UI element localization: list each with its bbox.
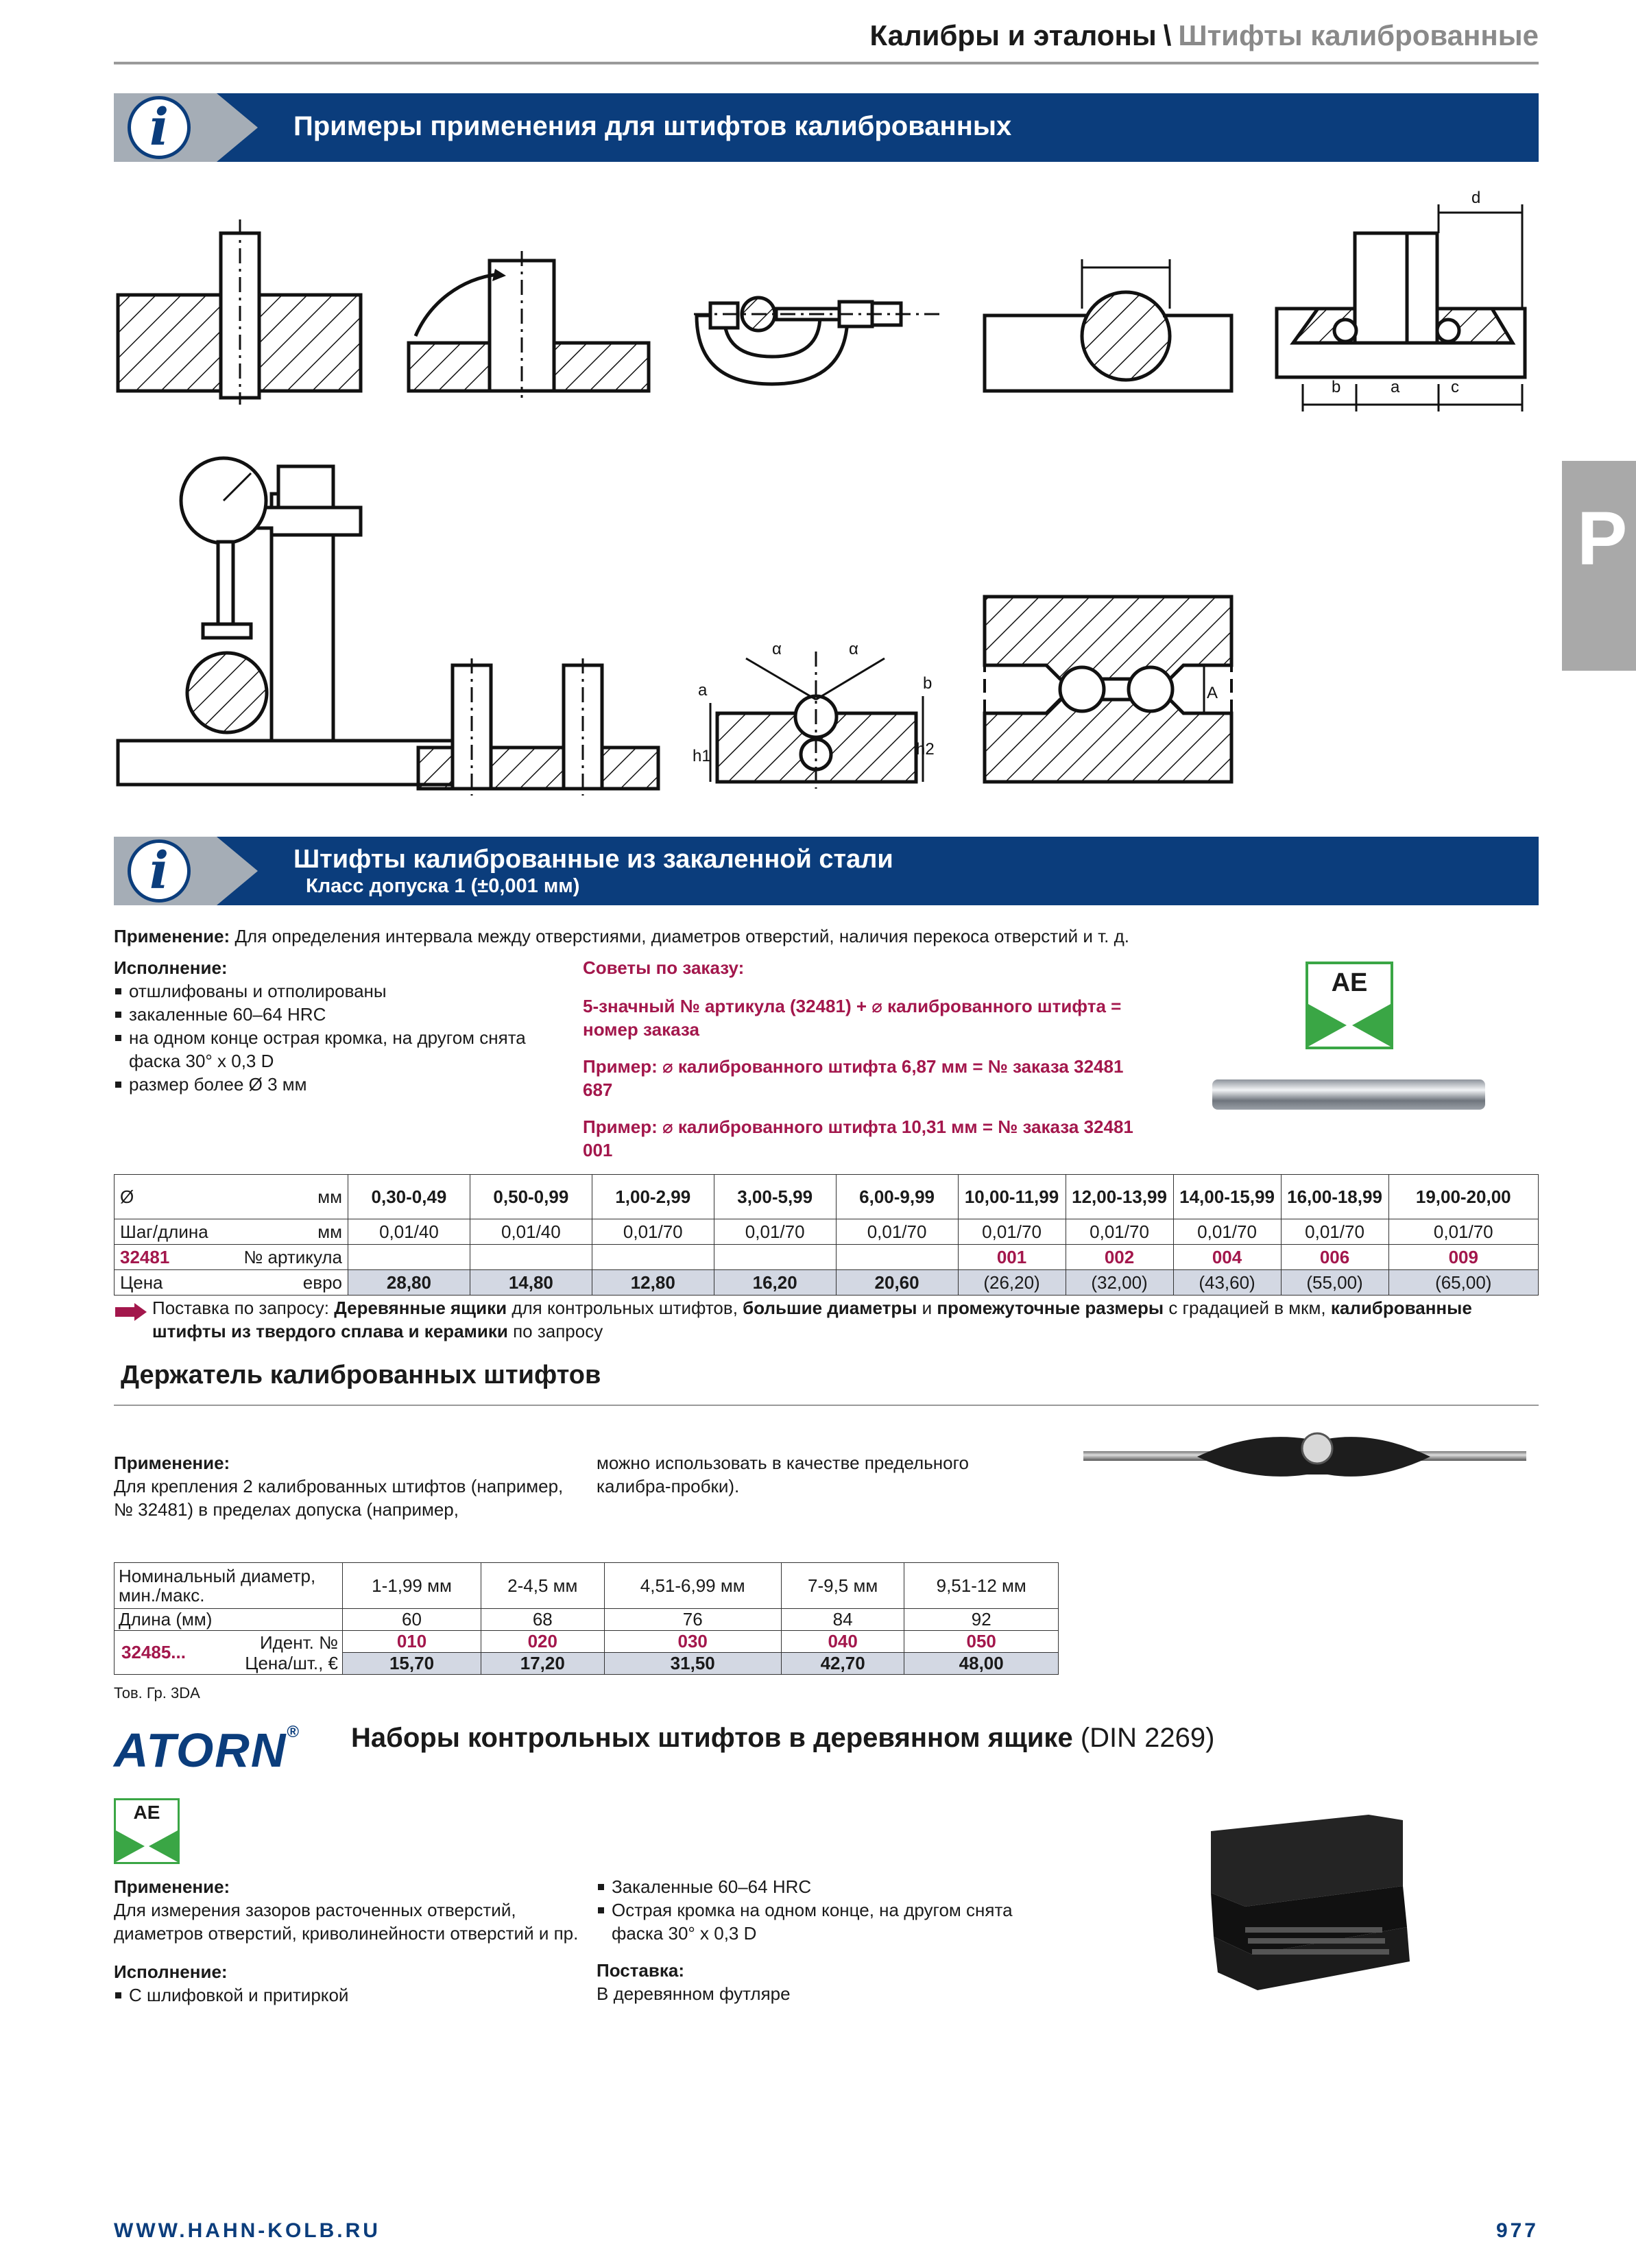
label-application: Применение: xyxy=(114,926,230,946)
diagram-dovetail xyxy=(1277,204,1525,411)
row-label-step: Шаг/длина мм xyxy=(115,1219,348,1245)
diagram-pin-slot xyxy=(985,259,1231,391)
note-bold: калиброванные штифты из твердого сплава и керамики xyxy=(152,1298,1472,1341)
cell-diameter: 0,30-0,49 xyxy=(348,1175,470,1219)
diagram-double-dovetail xyxy=(985,597,1231,782)
note-text: по запросу xyxy=(507,1321,603,1341)
cell-article: 001 xyxy=(958,1245,1066,1270)
cell-step: 0,01/70 xyxy=(1388,1219,1538,1245)
cell-length: 84 xyxy=(781,1609,904,1631)
banner-title: Штифты калиброванные из закаленной стали xyxy=(293,845,893,874)
label-application: Применение: xyxy=(114,1453,230,1473)
label-d: d xyxy=(1471,189,1481,207)
cell-length: 60 xyxy=(343,1609,481,1631)
cell-step: 0,01/40 xyxy=(348,1219,470,1245)
banner-hardened-pins xyxy=(114,837,1539,905)
atorn-title-line xyxy=(351,1723,1214,1754)
atorn-standard: (DIN 2269) xyxy=(1080,1723,1215,1753)
cell-price: 17,20 xyxy=(481,1653,605,1675)
section-side-tab xyxy=(1562,461,1636,671)
order-tip-1: 5-значный № артикула (32481) + ⌀ калиброванного штифта = номер заказа xyxy=(583,996,1122,1040)
cell-price: (65,00) xyxy=(1388,1270,1538,1296)
cell-ident: 020 xyxy=(481,1631,605,1653)
article-number: 32485... xyxy=(121,1642,186,1662)
cell-diameter: 1,00-2,99 xyxy=(592,1175,714,1219)
cell-diameter: 0,50-0,99 xyxy=(470,1175,592,1219)
cell-price: 48,00 xyxy=(904,1653,1059,1675)
ae-badge-text: AE xyxy=(1331,968,1368,997)
pins-execution xyxy=(114,956,539,1096)
cell-price: 16,20 xyxy=(714,1270,836,1296)
table-row xyxy=(115,1245,1539,1270)
cell-step: 0,01/70 xyxy=(592,1219,714,1245)
ae-badge-text: AE xyxy=(133,1802,160,1823)
label-alpha-left: α xyxy=(772,640,782,658)
cell-price: 31,50 xyxy=(604,1653,781,1675)
head-nominal-diameter: Номинальный диаметр, мин./макс. xyxy=(115,1563,343,1609)
cell-step: 0,01/70 xyxy=(836,1219,958,1245)
atorn-brand: ATORN xyxy=(114,1723,287,1777)
cell-ident: 010 xyxy=(343,1631,481,1653)
note-text: для контрольных штифтов, xyxy=(507,1298,743,1318)
cell-ident: 030 xyxy=(604,1631,781,1653)
note-text: с градацией в мкм, xyxy=(1164,1298,1331,1318)
diagram-pin-through-plate xyxy=(118,219,361,405)
cell-price: (26,20) xyxy=(958,1270,1066,1296)
label-c: c xyxy=(1451,378,1459,396)
execution-item: на одном конце острая кромка, на другом снята фаска 30° x 0,3 D xyxy=(114,1026,539,1073)
table-row xyxy=(115,1631,1059,1653)
diagram-v-groove xyxy=(710,652,923,789)
cell-article: 006 xyxy=(1281,1245,1388,1270)
table-row xyxy=(115,1219,1539,1245)
holder-table xyxy=(114,1562,1059,1675)
label-execution: Исполнение: xyxy=(114,1961,228,1982)
ae-arrows-icon xyxy=(1308,1004,1391,1047)
label-a-gap: a xyxy=(698,681,708,700)
execution-item: Закаленные 60–64 HRC xyxy=(597,1875,1063,1898)
atorn-right-column xyxy=(597,1875,1063,2005)
row-label-diameter: Ø мм xyxy=(115,1175,348,1219)
order-tip-3: Пример: ⌀ калиброванного штифта 10,31 мм = № заказа 32481 001 xyxy=(583,1117,1133,1160)
cell-length: 76 xyxy=(604,1609,781,1631)
cell-step: 0,01/70 xyxy=(1173,1219,1281,1245)
holder-rule xyxy=(114,1405,1539,1406)
row-label-article: 32481 № артикула xyxy=(115,1245,348,1270)
execution-item: С шлифовкой и притиркой xyxy=(114,1983,580,2007)
cell-diameter: 1-1,99 мм xyxy=(343,1563,481,1609)
order-tips-label: Советы по заказу: xyxy=(583,957,745,978)
cell-price: 12,80 xyxy=(592,1270,714,1296)
cell-step: 0,01/70 xyxy=(958,1219,1066,1245)
cell-price: 15,70 xyxy=(343,1653,481,1675)
cell-diameter: 10,00-11,99 xyxy=(958,1175,1066,1219)
note-bold: промежуточные размеры xyxy=(937,1298,1164,1318)
ident-label: Идент. № xyxy=(259,1632,338,1653)
cell-diameter: 9,51-12 мм xyxy=(904,1563,1059,1609)
cell-length: 68 xyxy=(481,1609,605,1631)
note-arrow-icon xyxy=(114,1303,148,1321)
execution-item: Острая кромка на одном конце, на другом снята фаска 30° x 0,3 D xyxy=(597,1898,1063,1945)
cell-diameter: 3,00-5,99 xyxy=(714,1175,836,1219)
cell-diameter: 14,00-15,99 xyxy=(1173,1175,1281,1219)
product-group: Тов. Гр. 3DA xyxy=(114,1684,200,1702)
price-label: Цена/шт., € xyxy=(245,1652,338,1673)
holder-title: Держатель калиброванных штифтов xyxy=(121,1361,601,1389)
cell-article xyxy=(470,1245,592,1270)
page-number: 977 xyxy=(1495,2219,1539,2242)
diagram-micrometer xyxy=(694,298,943,384)
ae-arrows-icon xyxy=(116,1830,178,1862)
cell-article xyxy=(592,1245,714,1270)
atorn-title: Наборы контрольных штифтов в деревянном ящике xyxy=(351,1723,1073,1753)
cell-article xyxy=(714,1245,836,1270)
cell-price: (43,60) xyxy=(1173,1270,1281,1296)
order-tips xyxy=(583,956,1145,1162)
info-icon: i xyxy=(128,839,191,903)
execution-item: размер более Ø 3 мм xyxy=(114,1073,539,1096)
table-row xyxy=(115,1609,1059,1631)
cell-price: (32,00) xyxy=(1066,1270,1173,1296)
label-a: a xyxy=(1391,378,1400,396)
execution-item: закаленные 60–64 HRC xyxy=(114,1003,539,1026)
cell-step: 0,01/70 xyxy=(1281,1219,1388,1245)
cell-price: 28,80 xyxy=(348,1270,470,1296)
banner-title: Примеры применения для штифтов калиброванных xyxy=(293,111,1012,141)
delivery-note xyxy=(152,1296,1530,1343)
holder-text-right: можно использовать в качестве предельного калибра-пробки). xyxy=(597,1453,969,1496)
pins-application-text: Для определения интервала между отверстиями, диаметров отверстий, наличия перекоса отверстий и т. д. xyxy=(234,926,1129,946)
table-row xyxy=(115,1270,1539,1296)
cell-article xyxy=(348,1245,470,1270)
note-bold: Деревянные ящики xyxy=(334,1298,507,1318)
cell-diameter: 19,00-20,00 xyxy=(1388,1175,1538,1219)
cell-diameter: 4,51-6,99 мм xyxy=(604,1563,781,1609)
label-h2: h2 xyxy=(916,740,935,759)
diagram-pin-pair xyxy=(418,658,658,796)
footer-url[interactable]: WWW.HAHN-KOLB.RU xyxy=(114,2219,381,2242)
ae-badge xyxy=(114,1798,180,1864)
label-b: b xyxy=(1332,378,1341,396)
head-article xyxy=(115,1631,343,1675)
label-alpha-right: α xyxy=(849,640,858,658)
cell-length: 92 xyxy=(904,1609,1059,1631)
cell-step: 0,01/70 xyxy=(714,1219,836,1245)
diagram-dial-gauge-stand xyxy=(118,458,461,785)
cell-diameter: 6,00-9,99 xyxy=(836,1175,958,1219)
order-tip-2: Пример: ⌀ калиброванного штифта 6,87 мм = № заказа 32481 687 xyxy=(583,1056,1124,1100)
header-section: Калибры и эталоны xyxy=(869,19,1157,51)
atorn-logo xyxy=(114,1723,300,1778)
cell-diameter: 2-4,5 мм xyxy=(481,1563,605,1609)
cell-price: 20,60 xyxy=(836,1270,958,1296)
side-tab-letter: P xyxy=(1577,497,1628,581)
cell-diameter: 7-9,5 мм xyxy=(781,1563,904,1609)
page-header xyxy=(869,19,1539,52)
atorn-application-text: Для измерения зазоров расточенных отверстий, диаметров отверстий, криволинейности отверстий и пр. xyxy=(114,1900,579,1944)
note-text: Поставка по запросу: xyxy=(152,1298,335,1318)
cell-ident: 040 xyxy=(781,1631,904,1653)
label-delivery: Поставка: xyxy=(597,1960,684,1981)
header-rule xyxy=(114,62,1539,64)
label-application: Применение: xyxy=(114,1876,230,1897)
execution-item: отшлифованы и отполированы xyxy=(114,979,539,1003)
cell-step: 0,01/70 xyxy=(1066,1219,1173,1245)
pins-table xyxy=(114,1174,1539,1296)
cell-price: 42,70 xyxy=(781,1653,904,1675)
diagram-pin-squareness xyxy=(409,251,649,398)
label-b-gap: b xyxy=(923,674,933,693)
ae-badge xyxy=(1306,962,1393,1049)
table-row xyxy=(115,1563,1059,1609)
row-label-price: Цена евро xyxy=(115,1270,348,1296)
cell-diameter: 12,00-13,99 xyxy=(1066,1175,1173,1219)
cell-article: 002 xyxy=(1066,1245,1173,1270)
cell-price: 14,80 xyxy=(470,1270,592,1296)
cell-price: (55,00) xyxy=(1281,1270,1388,1296)
holder-text-left: Для крепления 2 калиброванных штифтов (например, № 32481) в пределах допуска (например, xyxy=(114,1476,564,1520)
cell-step: 0,01/40 xyxy=(470,1219,592,1245)
note-bold: большие диаметры xyxy=(743,1298,917,1318)
header-separator: \ xyxy=(1163,19,1172,51)
application-diagrams xyxy=(114,185,1539,809)
holder-application xyxy=(114,1451,573,1521)
pin-photo xyxy=(1211,1074,1488,1115)
cell-article: 009 xyxy=(1388,1245,1538,1270)
wooden-case-photo xyxy=(1204,1811,1414,1996)
table-row xyxy=(115,1175,1539,1219)
label-A: A xyxy=(1207,684,1218,702)
cell-ident: 050 xyxy=(904,1631,1059,1653)
header-subsection: Штифты калиброванные xyxy=(1178,19,1539,51)
banner-subtitle: Класс допуска 1 (±0,001 мм) xyxy=(306,875,580,897)
info-icon: i xyxy=(128,96,191,159)
atorn-reg: ® xyxy=(287,1723,301,1741)
atorn-application xyxy=(114,1875,580,2007)
cell-article: 004 xyxy=(1173,1245,1281,1270)
pins-application xyxy=(114,924,1539,948)
banner-applications xyxy=(114,93,1539,162)
label-execution: Исполнение: xyxy=(114,957,228,978)
delivery-text: В деревянном футляре xyxy=(597,1983,791,2004)
note-text: и xyxy=(917,1298,937,1318)
label-h1: h1 xyxy=(693,747,711,765)
cell-diameter: 16,00-18,99 xyxy=(1281,1175,1388,1219)
cell-article xyxy=(836,1245,958,1270)
head-length: Длина (мм) xyxy=(115,1609,343,1631)
holder-photo xyxy=(1081,1424,1530,1492)
